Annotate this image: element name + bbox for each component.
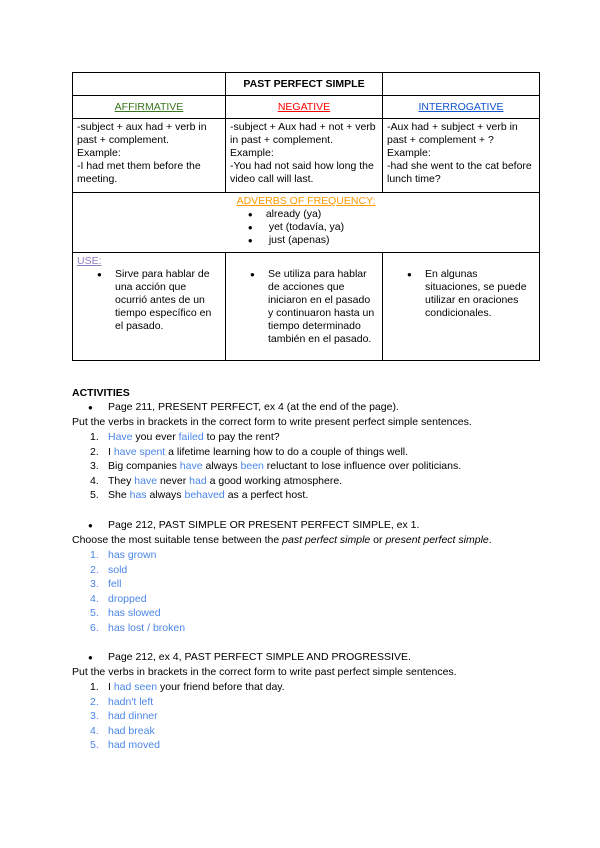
activities-heading: ACTIVITIES <box>72 387 130 399</box>
exercise-3 <box>72 650 542 753</box>
use-item: ● Se utiliza para hablar de acciones que iniciaron en el pasado y continuaron hasta un tiempo determinado también en el pasado. <box>268 268 378 346</box>
list-item: 2. hadn't left <box>90 695 154 708</box>
ex1-bullet: ● Page 211, PRESENT PERFECT, ex 4 (at the end of the page). <box>72 400 542 415</box>
affirmative-rule: -subject + aux had + verb in past + complement. <box>77 121 207 146</box>
list-item: 5. has slowed <box>90 607 161 620</box>
negative-rule: -subject + Aux had + not + verb in past + complement. <box>230 121 376 146</box>
ex1-instruction: Put the verbs in brackets in the correct form to write present perfect simple sentences. <box>72 416 472 428</box>
use-item: ● Sirve para hablar de una acción que ocurrió antes de un tiempo específico en el pasado. <box>115 268 221 333</box>
negative-example: -You had not said how long the video call will last. <box>230 160 374 185</box>
ex2-bullet: ● Page 212, PAST SIMPLE OR PRESENT PERFECT SIMPLE, ex 1. <box>72 518 542 533</box>
ex2-instruction: Choose the most suitable tense between the past perfect simple or present perfect simple. <box>72 534 492 546</box>
list-item: 2. sold <box>90 563 128 576</box>
list-item: 3. Big companies have always been reluctant to lose influence over politicians. <box>90 460 462 473</box>
header-affirmative: AFFIRMATIVE <box>114 100 184 113</box>
affirmative-example: -I had met them before the meeting. <box>77 160 201 185</box>
ex3-bullet: ● Page 212, ex 4, PAST PERFECT SIMPLE AND PROGRESSIVE. <box>72 650 542 665</box>
use-label: USE: <box>77 255 102 267</box>
interrogative-example: -had she went to the cat before lunch time? <box>387 160 532 185</box>
list-item: 5. She has always behaved as a perfect host. <box>90 489 309 502</box>
activities-section <box>72 386 542 503</box>
list-item: 1. has grown <box>90 549 157 561</box>
use-item: ● En algunas situaciones, se puede utilizar en oraciones condicionales. <box>425 268 535 320</box>
interrogative-rule: -Aux had + subject + verb in past + complement + ? <box>387 121 518 146</box>
ex2-list <box>72 548 542 636</box>
affirmative-example-label: Example: <box>77 147 121 159</box>
empty-cell-right <box>383 73 540 96</box>
list-item: 3. fell <box>90 578 122 591</box>
use-cell-1 <box>73 253 226 361</box>
list-item: 5. had moved <box>90 739 160 752</box>
negative-example-label: Example: <box>230 147 274 159</box>
adverbs-cell <box>73 193 540 253</box>
affirmative-cell <box>73 119 226 193</box>
ex3-instruction: Put the verbs in brackets in the correct form to write past perfect simple sentences. <box>72 666 457 678</box>
interrogative-cell <box>383 119 540 193</box>
ex1-list <box>72 430 542 503</box>
header-negative: NEGATIVE <box>277 100 331 113</box>
table-title: PAST PERFECT SIMPLE <box>226 73 383 96</box>
list-item: 6. has lost / broken <box>90 621 186 634</box>
adverbs-list <box>248 208 344 247</box>
list-item: 4. They have never had a good working atmosphere. <box>90 474 343 487</box>
grammar-table <box>72 72 540 361</box>
adverbs-title: ADVERBS OF FREQUENCY: <box>236 195 376 207</box>
adverb-item: ● yet (todavía, ya) <box>248 221 344 234</box>
list-item: 1. Have you ever failed to pay the rent? <box>90 431 280 443</box>
interrogative-example-label: Example: <box>387 147 431 159</box>
list-item: 2. I have spent a lifetime learning how to do a couple of things well. <box>90 445 409 458</box>
list-item: 1. I had seen your friend before that day. <box>90 681 285 693</box>
exercise-2 <box>72 518 542 636</box>
use-cell-2 <box>226 253 383 361</box>
list-item: 4. dropped <box>90 592 147 605</box>
adverb-item: ● already (ya) <box>248 208 344 221</box>
list-item: 3. had dinner <box>90 710 158 723</box>
ex3-list <box>72 680 542 753</box>
use-cell-3 <box>383 253 540 361</box>
adverb-item: ● just (apenas) <box>248 234 344 247</box>
empty-cell-left <box>73 73 226 96</box>
negative-cell <box>226 119 383 193</box>
list-item: 4. had break <box>90 724 155 737</box>
header-interrogative: INTERROGATIVE <box>418 100 504 113</box>
